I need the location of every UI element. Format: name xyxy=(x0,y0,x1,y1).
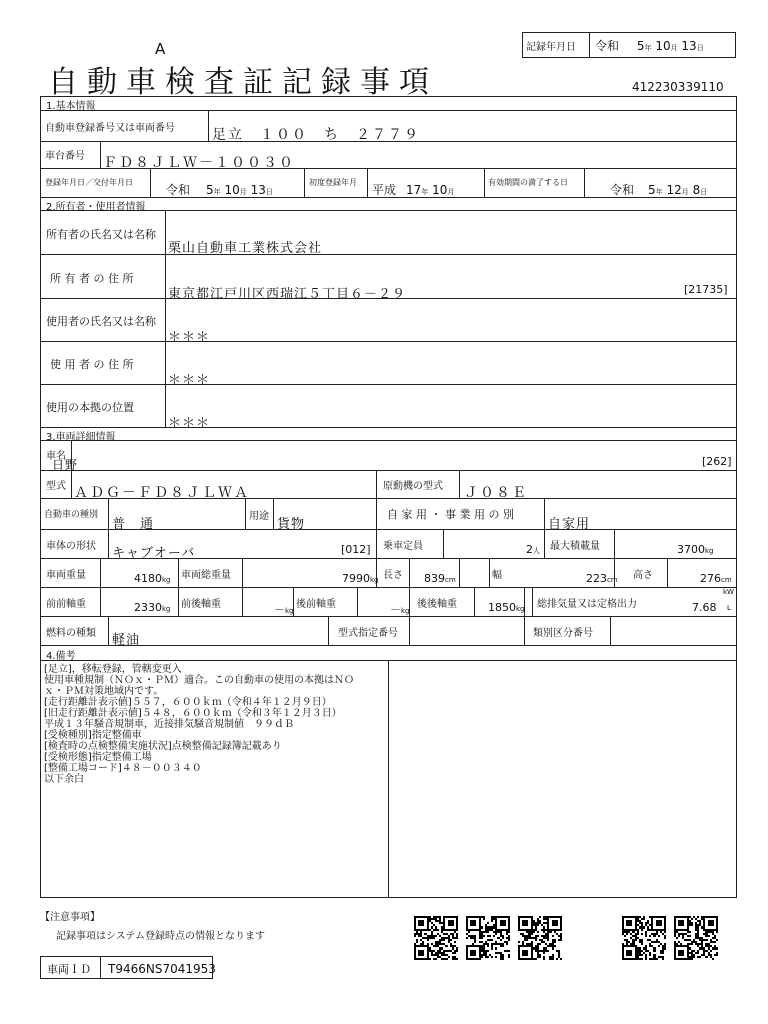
displacement-unit-kw: kW xyxy=(723,588,734,596)
reg-date-value: 令和 5年 10月 13日 xyxy=(166,183,273,197)
page-title: 自動車検査証記録事項 xyxy=(48,65,438,100)
owner-name-value: 栗山自動車工業株式会社 xyxy=(168,241,323,256)
biz-value: 自家用 xyxy=(548,517,591,532)
model-label: 型式 xyxy=(46,481,66,492)
expiry-label: 有効期間の満了する日 xyxy=(488,178,568,187)
base-label: 使用の本拠の位置 xyxy=(46,401,134,414)
axle-ff-value: 2330kg xyxy=(134,601,171,614)
axle-rr-label: 後後軸重 xyxy=(417,599,457,610)
chassis-label: 車台番号 xyxy=(45,151,85,162)
fuel-label: 燃料の種類 xyxy=(46,628,96,639)
max-load-label: 最大積載量 xyxy=(550,541,600,552)
engine-label: 原動機の型式 xyxy=(383,481,443,492)
remark-line: [走行距離計表示値]５５７，６００ｋｍ（令和４年１２月９日） xyxy=(44,697,332,708)
body-code: [012] xyxy=(341,543,371,556)
qr-code-3 xyxy=(518,916,562,960)
kind-label: 自動車の種別 xyxy=(44,510,99,520)
displacement-unit-l: L xyxy=(727,604,731,612)
first-reg-label: 初度登録年月 xyxy=(309,178,357,187)
owner-addr-code: [21735] xyxy=(684,283,728,296)
section-vehicle-title: 3.車両詳細情報 xyxy=(46,432,116,443)
owner-name-label: 所有者の氏名又は名称 xyxy=(46,228,156,241)
car-name-code: [262] xyxy=(702,455,732,468)
remark-line: [旧走行距離計表示値]５４８，６００ｋｍ（令和３年１２月３日） xyxy=(44,708,342,719)
biz-label: 自 家 用 ・ 事 業 用 の 別 xyxy=(387,508,514,521)
width-value: 223cm xyxy=(586,572,618,585)
vehicle-id-value: T9466NS7041953 xyxy=(108,962,216,976)
user-name-value: ＊＊＊ xyxy=(168,330,211,345)
section-owner-title: 2.所有者・使用者情報 xyxy=(46,202,146,213)
use-value: 貨物 xyxy=(277,517,306,532)
record-date-label: 記録年月日 xyxy=(526,42,576,53)
gross-weight-value: 7990kg xyxy=(342,572,379,585)
remark-line: [足立]，移転登録，管轄変更入 xyxy=(44,664,182,675)
form-mark: A xyxy=(155,40,166,58)
record-date-value: 令和 5年 10月 13日 xyxy=(595,39,704,53)
height-label: 高さ xyxy=(633,570,653,581)
weight-label: 車両重量 xyxy=(46,570,86,581)
height-value: 276cm xyxy=(700,572,732,585)
reg-date-label: 登録年月日／交付年月日 xyxy=(45,178,133,187)
remark-line: 以下余白 xyxy=(44,774,84,785)
length-label: 長さ xyxy=(383,570,403,581)
fuel-value: 軽油 xyxy=(112,633,141,648)
axle-rf-value: －kg xyxy=(390,603,410,616)
section-remarks-title: 4.備考 xyxy=(46,651,76,662)
reg-number-value: 足立 １００ ち ２７７９ xyxy=(212,127,420,143)
chassis-value: ＦＤ８ＪＬＷ－１００３０ xyxy=(103,155,295,171)
first-reg-value: 平成 17年 10月 xyxy=(372,183,455,197)
remark-line: [受検種別]指定整備車 xyxy=(44,730,142,741)
owner-addr-value: 東京都江戸川区西瑞江５丁目６－２９ xyxy=(168,287,407,302)
axle-rr-value: 1850kg xyxy=(488,601,525,614)
user-addr-value: ＊＊＊ xyxy=(168,373,211,388)
class-no-label: 類別区分番号 xyxy=(533,628,593,639)
base-value: ＊＊＊ xyxy=(168,416,211,431)
user-name-label: 使用者の氏名又は名称 xyxy=(46,315,156,328)
capacity-value: 2人 xyxy=(526,543,540,556)
body-value: キャブオーバ xyxy=(112,546,196,561)
reg-number-label: 自動車登録番号又は車両番号 xyxy=(45,123,175,134)
remark-line: 使用車種規制（ＮＯｘ・ＰＭ）適合。この自動車の使用の本拠はＮＯ xyxy=(44,675,354,686)
max-load-value: 3700kg xyxy=(677,543,714,556)
width-label: 幅 xyxy=(492,570,502,581)
qr-code-5 xyxy=(674,916,718,960)
length-value: 839cm xyxy=(424,572,456,585)
engine-value: Ｊ０８Ｅ xyxy=(464,485,528,501)
qr-code-4 xyxy=(622,916,666,960)
kind-value: 普 通 xyxy=(112,517,155,532)
axle-rf-label: 後前軸重 xyxy=(296,599,336,610)
body-label: 車体の形状 xyxy=(46,541,96,552)
remark-line: [受検形態]指定整備工場 xyxy=(44,752,152,763)
car-name-label: 車名 xyxy=(46,451,66,462)
axle-ff-label: 前前軸重 xyxy=(46,599,86,610)
remarks-list xyxy=(44,664,386,785)
gross-weight-label: 車両総重量 xyxy=(181,570,231,581)
vehicle-id-label: 車両ＩＤ xyxy=(47,963,91,976)
document-number: 412230339110 xyxy=(632,80,724,94)
remark-line: 平成１３年騒音規制車，近接排気騒音規制値 ９９ｄＢ xyxy=(44,719,294,730)
capacity-label: 乗車定員 xyxy=(383,541,423,552)
displacement-label: 総排気量又は定格出力 xyxy=(537,599,637,610)
qr-code-2 xyxy=(466,916,510,960)
qr-code-1 xyxy=(414,916,458,960)
section-basic-title: 1.基本情報 xyxy=(46,101,96,112)
axle-fr-label: 前後軸重 xyxy=(181,599,221,610)
expiry-value: 令和 5年 12月 8日 xyxy=(610,183,708,197)
axle-fr-value: －kg xyxy=(274,603,294,616)
model-value: ＡＤＧ－ＦＤ８ＪＬＷＡ xyxy=(74,485,250,501)
type-no-label: 型式指定番号 xyxy=(338,628,398,639)
weight-value: 4180kg xyxy=(134,572,171,585)
notes-text: 記録事項はシステム登録時点の情報となります xyxy=(56,931,265,942)
notes-title: 【注意事項】 xyxy=(40,912,100,923)
displacement-value: 7.68 xyxy=(692,601,717,614)
record-date-divider xyxy=(589,33,590,57)
record-date-box xyxy=(522,32,736,58)
car-name-value: 日野 xyxy=(52,458,79,472)
remark-line: ｘ・ＰＭ対策地域内です。 xyxy=(44,686,164,697)
remark-line: [検査時の点検整備実施状況]点検整備記録簿記載あり xyxy=(44,741,282,752)
owner-addr-label: 所 有 者 の 住 所 xyxy=(50,272,134,285)
user-addr-label: 使 用 者 の 住 所 xyxy=(50,358,134,371)
remark-line: [整備工場コード]４８－００３４０ xyxy=(44,763,202,774)
use-label: 用途 xyxy=(249,511,269,522)
